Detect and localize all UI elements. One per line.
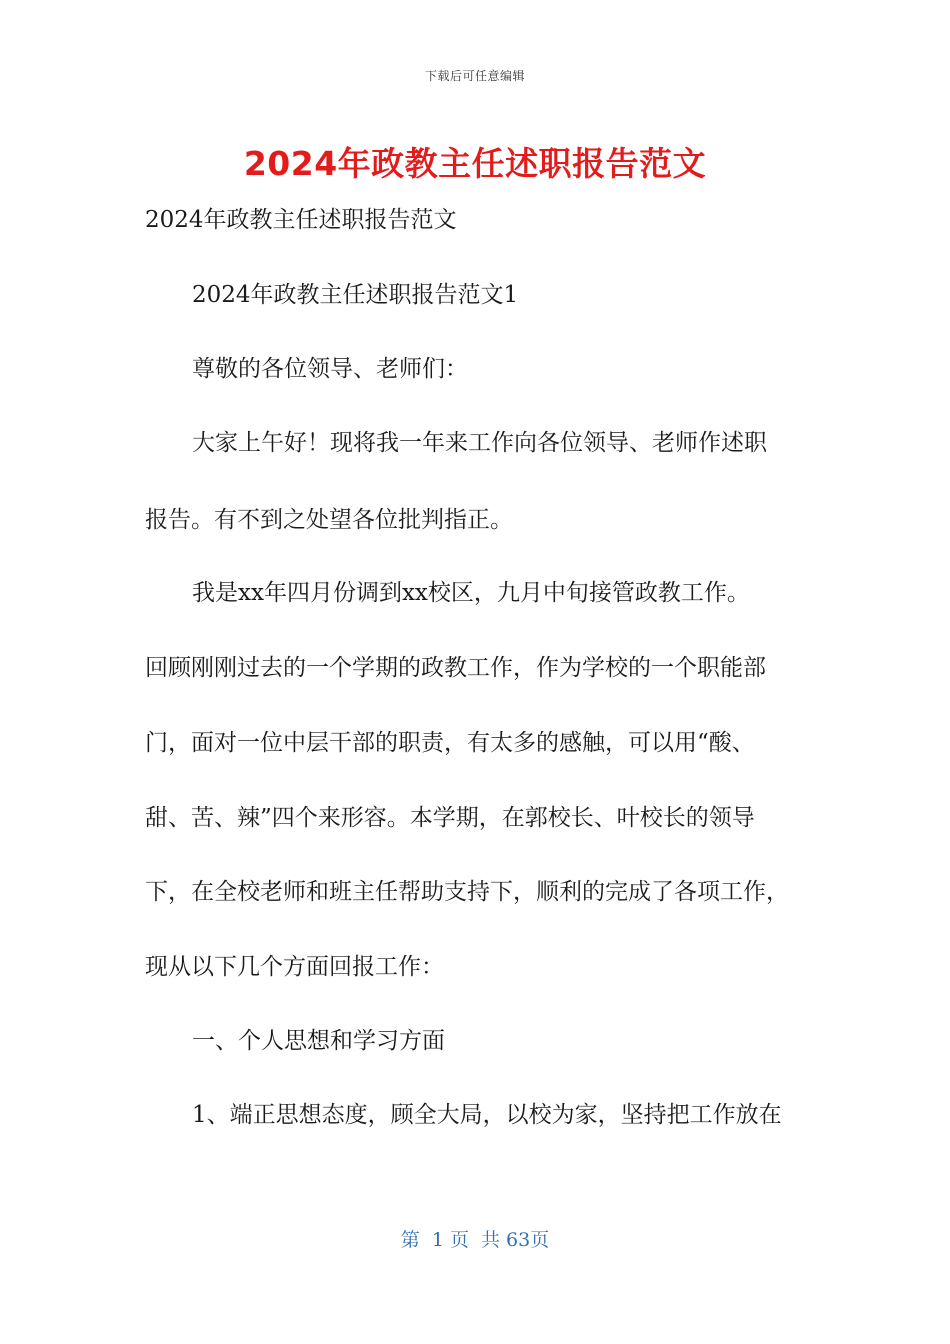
body-line: 2024年政教主任述职报告范文1 bbox=[192, 282, 519, 308]
body-line: 1、端正思想态度，顾全大局，以校为家，坚持把工作放在 bbox=[192, 1102, 782, 1128]
body-line: 甜、苦、辣”四个来形容。本学期，在郭校长、叶校长的领导 bbox=[145, 805, 755, 831]
page-number-label: 第 1 页 共 63页 bbox=[400, 1229, 550, 1251]
body-line: 大家上午好！现将我一年来工作向各位领导、老师作述职 bbox=[192, 430, 767, 456]
body-line: 报告。有不到之处望各位批判指正。 bbox=[145, 507, 513, 533]
body-line: 尊敬的各位领导、老师们： bbox=[192, 356, 468, 382]
body-line: 2024年政教主任述职报告范文 bbox=[145, 207, 457, 233]
document-title: 2024年政教主任述职报告范文 bbox=[243, 144, 707, 183]
body-line: 我是xx年四月份调到xx校区，九月中旬接管政教工作。 bbox=[192, 580, 750, 606]
body-line: 门，面对一位中层干部的职责，有太多的感触，可以用“酸、 bbox=[145, 730, 755, 756]
header-note: 下载后可任意编辑 bbox=[424, 69, 525, 83]
body-line: 回顾刚刚过去的一个学期的政教工作，作为学校的一个职能部 bbox=[145, 655, 766, 681]
page-number-footer bbox=[0, 1225, 950, 1252]
body-line: 现从以下几个方面回报工作： bbox=[145, 954, 444, 980]
body-line: 下，在全校老师和班主任帮助支持下，顺利的完成了各项工作， bbox=[145, 879, 789, 905]
body-line: 一、个人思想和学习方面 bbox=[192, 1028, 445, 1054]
